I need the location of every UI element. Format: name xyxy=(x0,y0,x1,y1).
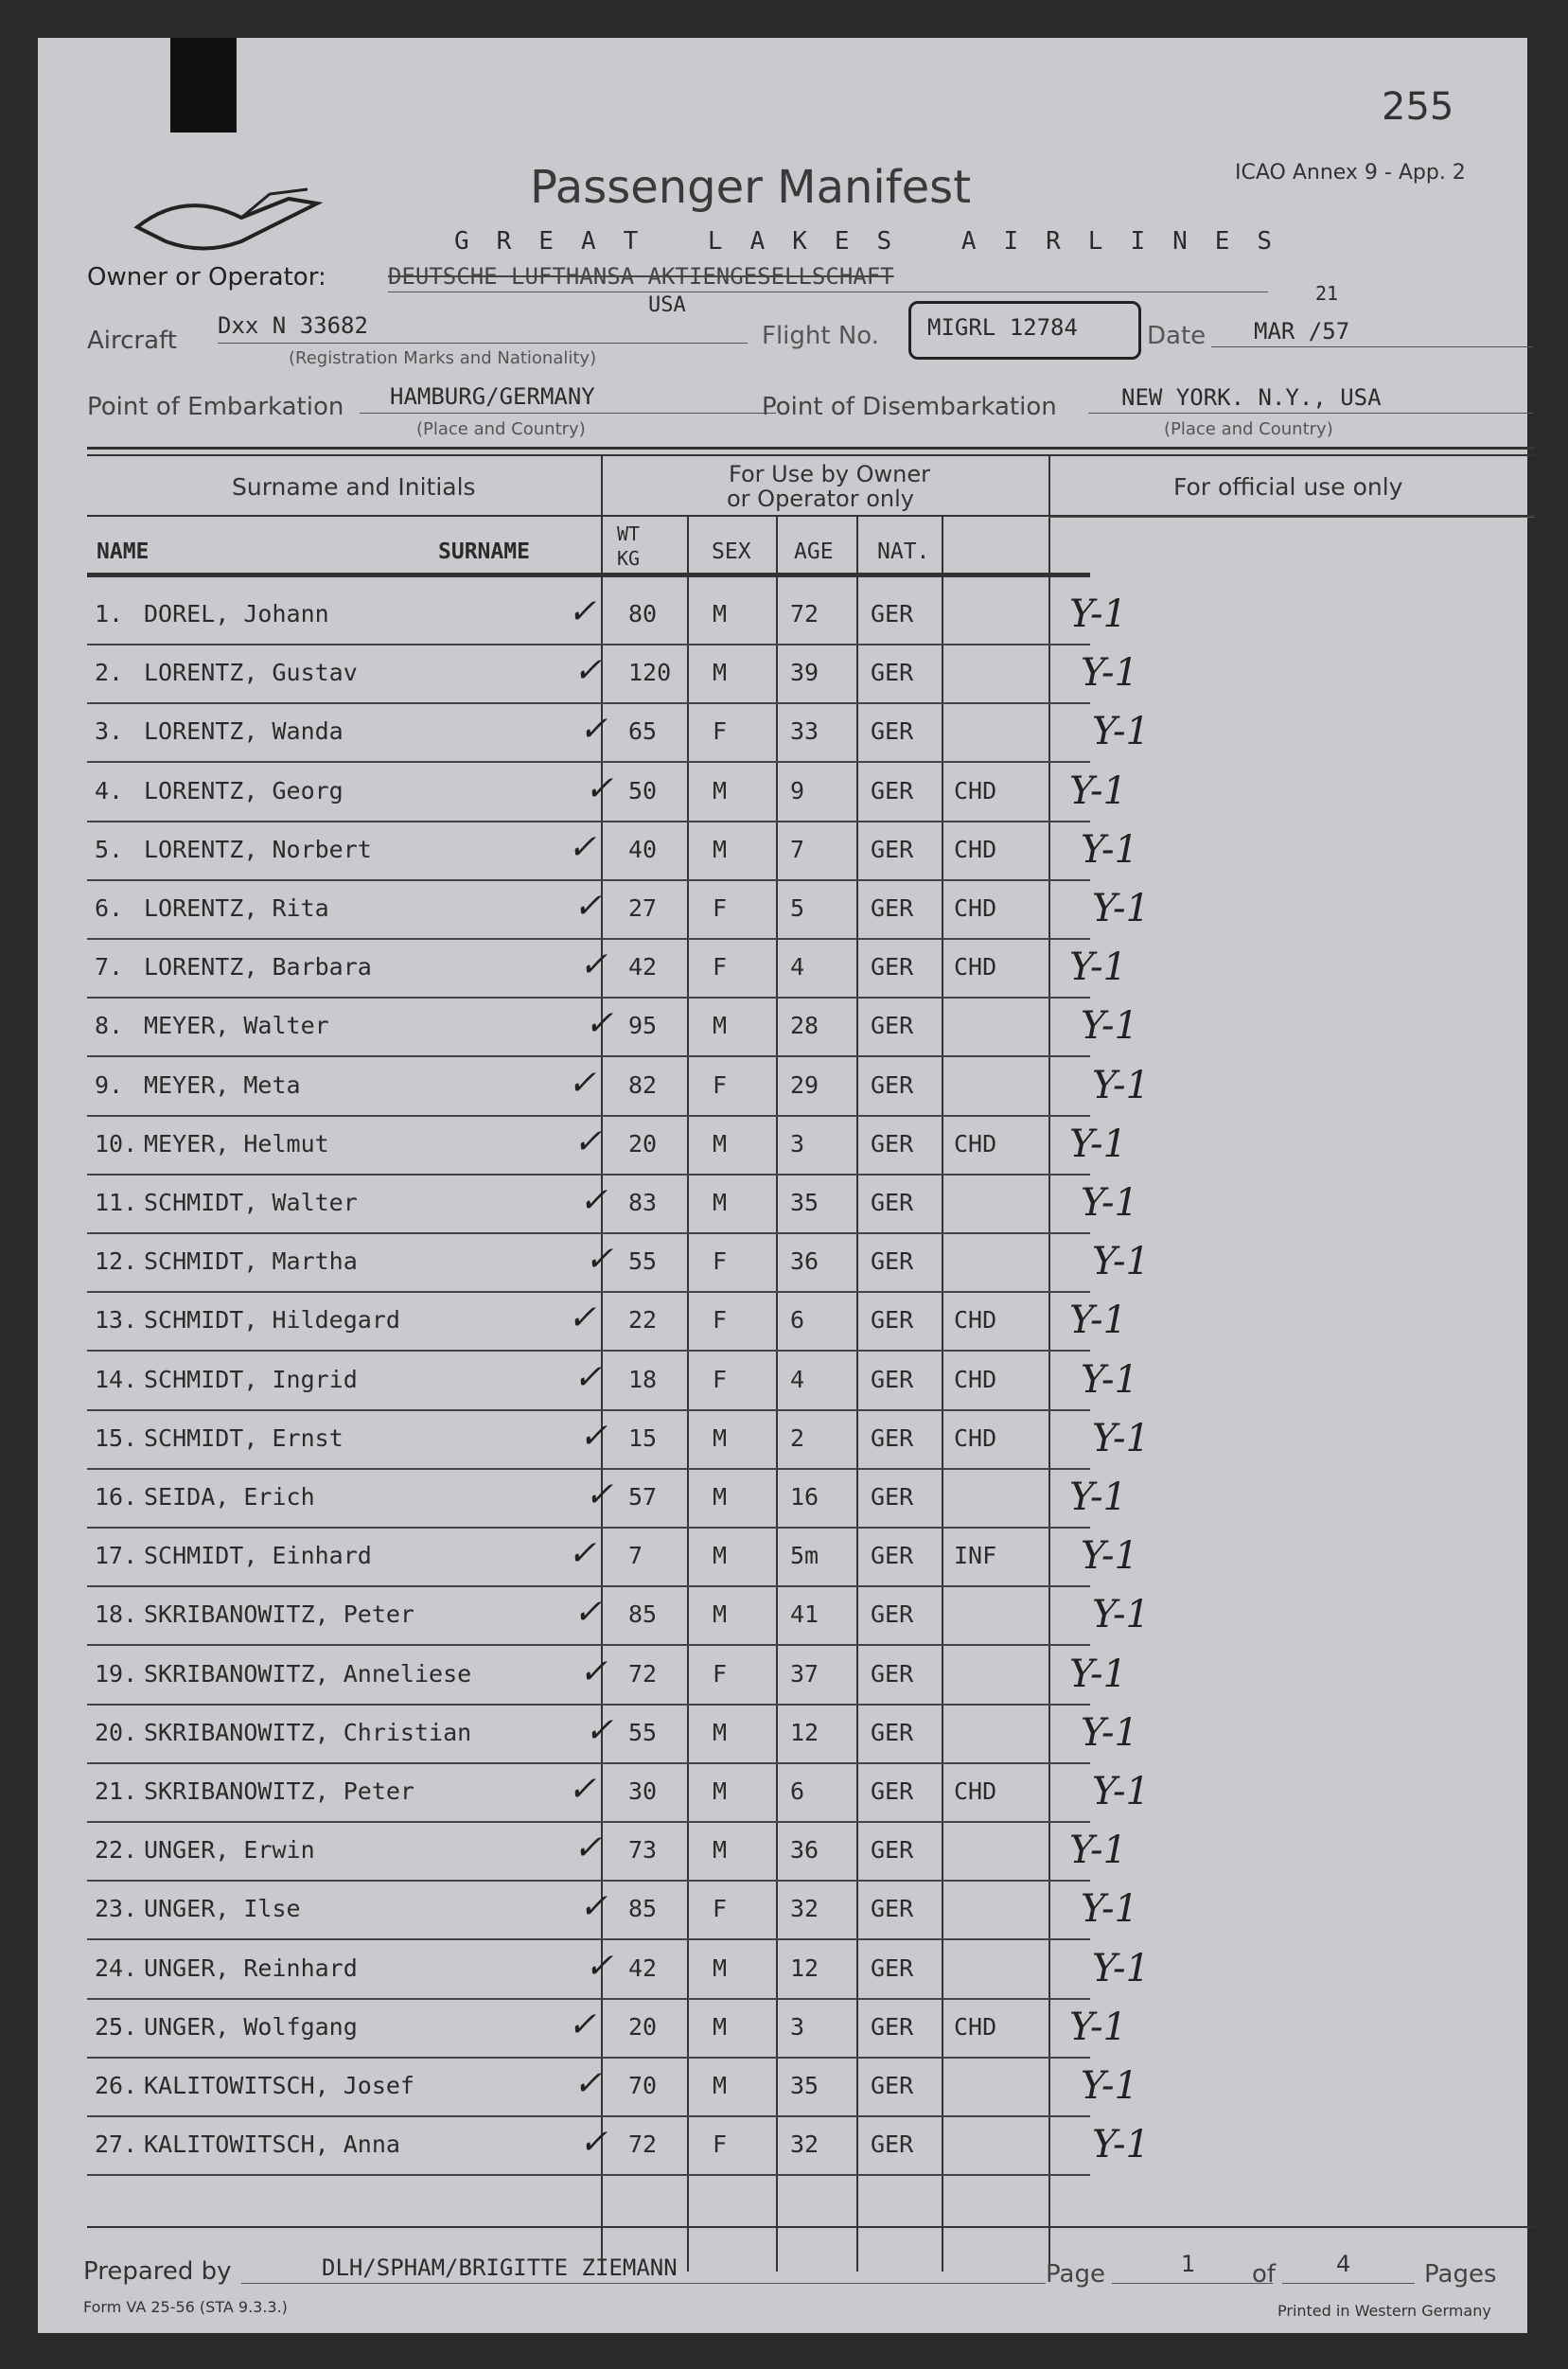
check-mark-icon: ✓ xyxy=(573,1829,603,1867)
check-mark-icon: ✓ xyxy=(568,2006,597,2044)
row-number: 19. xyxy=(95,1660,138,1688)
check-mark-icon: ✓ xyxy=(579,1417,608,1456)
official-mark: Y-1 xyxy=(1092,1417,1150,1460)
passenger-age: 5m xyxy=(790,1542,819,1569)
passenger-sex: M xyxy=(713,2072,728,2099)
passenger-age: 3 xyxy=(790,2013,805,2041)
official-mark: Y-1 xyxy=(1092,1947,1150,1990)
embarkation-label: Point of Embarkation xyxy=(87,393,344,421)
passenger-nationality: GER xyxy=(871,1777,914,1805)
check-mark-icon: ✓ xyxy=(585,1711,614,1750)
passenger-sex: F xyxy=(713,894,728,922)
passenger-sex: M xyxy=(713,1012,728,1039)
passenger-name: LORENTZ, Georg xyxy=(144,777,344,804)
passenger-nationality: GER xyxy=(871,2072,914,2099)
official-mark: Y-1 xyxy=(1081,828,1138,872)
check-mark-icon: ✓ xyxy=(568,1064,597,1103)
row-number: 11. xyxy=(95,1189,138,1216)
check-mark-icon: ✓ xyxy=(585,1240,614,1279)
passenger-weight: 95 xyxy=(628,1012,658,1039)
passenger-age: 6 xyxy=(790,1777,805,1805)
passenger-age: 41 xyxy=(790,1600,819,1628)
passenger-category: CHD xyxy=(954,894,997,922)
row-number: 21. xyxy=(95,1777,138,1805)
passenger-nationality: GER xyxy=(871,600,914,628)
column-group-surname: Surname and Initials xyxy=(232,473,476,501)
official-mark: Y-1 xyxy=(1069,1653,1127,1696)
passenger-name: KALITOWITSCH, Anna xyxy=(144,2130,400,2158)
disembark-caption: (Place and Country) xyxy=(1164,419,1333,439)
passenger-nationality: GER xyxy=(871,894,914,922)
passenger-sex: M xyxy=(713,1483,728,1511)
passenger-sex: M xyxy=(713,1189,728,1216)
passenger-weight: 85 xyxy=(628,1895,658,1922)
check-mark-icon: ✓ xyxy=(573,651,603,690)
passenger-weight: 120 xyxy=(628,659,672,686)
row-rule xyxy=(87,2057,1090,2059)
passenger-name: UNGER, Erwin xyxy=(144,1836,315,1864)
passenger-name: LORENTZ, Barbara xyxy=(144,953,372,981)
official-mark: Y-1 xyxy=(1081,1534,1138,1578)
passenger-age: 37 xyxy=(790,1660,819,1688)
row-number: 1. xyxy=(95,600,124,628)
check-mark-icon: ✓ xyxy=(585,1476,614,1514)
official-mark: Y-1 xyxy=(1069,1123,1127,1166)
passenger-weight: 85 xyxy=(628,1600,658,1628)
row-rule xyxy=(87,1468,1090,1470)
passenger-category: CHD xyxy=(954,1424,997,1452)
row-number: 4. xyxy=(95,777,124,804)
row-number: 24. xyxy=(95,1954,138,1982)
passenger-name: SCHMIDT, Walter xyxy=(144,1189,358,1216)
date-value: MAR /57 xyxy=(1254,318,1350,345)
passenger-name: UNGER, Ilse xyxy=(144,1895,301,1922)
passenger-category: CHD xyxy=(954,836,997,863)
passenger-nationality: GER xyxy=(871,1542,914,1569)
passenger-age: 29 xyxy=(790,1071,819,1099)
passenger-name: SCHMIDT, Ernst xyxy=(144,1424,344,1452)
check-mark-icon: ✓ xyxy=(573,1358,603,1397)
passenger-nationality: GER xyxy=(871,1424,914,1452)
page-total: 4 xyxy=(1336,2251,1351,2277)
aircraft-registration: Dxx N 33682 xyxy=(218,312,368,339)
check-mark-icon: ✓ xyxy=(579,1653,608,1691)
disembarkation-label: Point of Disembarkation xyxy=(762,393,1057,421)
passenger-weight: 65 xyxy=(628,717,658,745)
passenger-weight: 82 xyxy=(628,1071,658,1099)
passenger-name: SKRIBANOWITZ, Christian xyxy=(144,1719,472,1746)
passenger-age: 16 xyxy=(790,1483,819,1511)
passenger-nationality: GER xyxy=(871,1247,914,1275)
row-number: 2. xyxy=(95,659,124,686)
check-mark-icon: ✓ xyxy=(579,1181,608,1220)
passenger-category: CHD xyxy=(954,1130,997,1158)
row-rule xyxy=(87,1527,1090,1529)
row-rule xyxy=(87,1704,1090,1706)
col-surname: SURNAME xyxy=(438,539,530,564)
row-number: 25. xyxy=(95,2013,138,2041)
passenger-sex: M xyxy=(713,1777,728,1805)
passenger-name: UNGER, Wolfgang xyxy=(144,2013,358,2041)
passenger-weight: 42 xyxy=(628,1954,658,1982)
redaction-mark xyxy=(170,38,237,133)
official-mark: Y-1 xyxy=(1081,1004,1138,1048)
passenger-nationality: GER xyxy=(871,1660,914,1688)
passenger-sex: M xyxy=(713,1424,728,1452)
row-rule xyxy=(87,644,1090,645)
passenger-age: 32 xyxy=(790,1895,819,1922)
row-rule xyxy=(87,1938,1090,1940)
passenger-age: 6 xyxy=(790,1306,805,1334)
passenger-sex: M xyxy=(713,1600,728,1628)
official-mark: Y-1 xyxy=(1092,710,1150,753)
check-mark-icon: ✓ xyxy=(568,828,597,867)
passenger-age: 12 xyxy=(790,1954,819,1982)
row-rule xyxy=(87,1115,1090,1117)
row-number: 16. xyxy=(95,1483,138,1511)
official-mark: Y-1 xyxy=(1069,592,1127,636)
passenger-name: MEYER, Meta xyxy=(144,1071,301,1099)
row-rule xyxy=(87,1409,1090,1411)
passenger-weight: 20 xyxy=(628,2013,658,2041)
passenger-name: SCHMIDT, Ingrid xyxy=(144,1366,358,1393)
passenger-nationality: GER xyxy=(871,1895,914,1922)
passenger-age: 4 xyxy=(790,1366,805,1393)
embark-caption: (Place and Country) xyxy=(416,419,586,439)
passenger-name: LORENTZ, Wanda xyxy=(144,717,344,745)
row-rule xyxy=(87,1998,1090,2000)
row-number: 14. xyxy=(95,1366,138,1393)
passenger-name: KALITOWITSCH, Josef xyxy=(144,2072,414,2099)
passenger-weight: 83 xyxy=(628,1189,658,1216)
row-rule xyxy=(87,2174,1090,2176)
passenger-nationality: GER xyxy=(871,717,914,745)
aircraft-label: Aircraft xyxy=(87,327,177,355)
passenger-sex: F xyxy=(713,1660,728,1688)
row-rule xyxy=(87,821,1090,822)
disembarkation-value: NEW YORK. N.Y., USA xyxy=(1121,384,1382,411)
form-number: Form VA 25-56 (STA 9.3.3.) xyxy=(83,2298,288,2316)
passenger-nationality: GER xyxy=(871,1483,914,1511)
passenger-weight: 72 xyxy=(628,2130,658,2158)
col-sex: SEX xyxy=(712,539,751,564)
check-mark-icon: ✓ xyxy=(568,1299,597,1337)
row-number: 18. xyxy=(95,1600,138,1628)
airline-logo xyxy=(128,170,336,265)
pages-label: Pages xyxy=(1424,2260,1497,2289)
flight-number: MIGRL 12784 xyxy=(927,314,1078,341)
official-mark: Y-1 xyxy=(1069,946,1127,989)
passenger-category: CHD xyxy=(954,1777,997,1805)
passenger-age: 33 xyxy=(790,717,819,745)
row-rule xyxy=(87,997,1090,999)
passenger-name: SKRIBANOWITZ, Peter xyxy=(144,1777,414,1805)
date-label: Date xyxy=(1147,322,1207,350)
passenger-age: 32 xyxy=(790,2130,819,2158)
row-rule xyxy=(87,1291,1090,1293)
passenger-nationality: GER xyxy=(871,953,914,981)
passenger-sex: F xyxy=(713,717,728,745)
passenger-name: LORENTZ, Rita xyxy=(144,894,329,922)
passenger-category: CHD xyxy=(954,1306,997,1334)
passenger-sex: M xyxy=(713,1130,728,1158)
official-mark: Y-1 xyxy=(1092,1064,1150,1107)
row-rule xyxy=(87,1821,1090,1823)
passenger-age: 35 xyxy=(790,2072,819,2099)
row-number: 10. xyxy=(95,1130,138,1158)
row-number: 15. xyxy=(95,1424,138,1452)
passenger-category: INF xyxy=(954,1542,997,1569)
passenger-weight: 22 xyxy=(628,1306,658,1334)
passenger-weight: 30 xyxy=(628,1777,658,1805)
passenger-sex: F xyxy=(713,1071,728,1099)
passenger-name: SEIDA, Erich xyxy=(144,1483,315,1511)
check-mark-icon: ✓ xyxy=(579,2123,608,2162)
passenger-sex: M xyxy=(713,659,728,686)
page-label: Page xyxy=(1046,2260,1105,2289)
check-mark-icon: ✓ xyxy=(579,710,608,749)
passenger-age: 36 xyxy=(790,1247,819,1275)
passenger-sex: M xyxy=(713,1836,728,1864)
official-mark: Y-1 xyxy=(1092,1240,1150,1283)
column-group-owner: For Use by Owner xyxy=(729,461,931,487)
row-number: 12. xyxy=(95,1247,138,1275)
passenger-nationality: GER xyxy=(871,2130,914,2158)
row-rule xyxy=(87,1762,1090,1764)
passenger-name: SKRIBANOWITZ, Anneliese xyxy=(144,1660,472,1688)
row-number: 3. xyxy=(95,717,124,745)
passenger-age: 2 xyxy=(790,1424,805,1452)
passenger-weight: 42 xyxy=(628,953,658,981)
row-number: 22. xyxy=(95,1836,138,1864)
row-number: 5. xyxy=(95,836,124,863)
passenger-weight: 15 xyxy=(628,1424,658,1452)
airline-name: GREAT LAKES AIRLINES xyxy=(454,227,1300,256)
passenger-weight: 7 xyxy=(628,1542,643,1569)
check-mark-icon: ✓ xyxy=(573,2064,603,2103)
passenger-weight: 80 xyxy=(628,600,658,628)
row-number: 7. xyxy=(95,953,124,981)
col-kg: KG xyxy=(617,547,641,570)
row-number: 27. xyxy=(95,2130,138,2158)
row-rule xyxy=(87,1350,1090,1352)
passenger-nationality: GER xyxy=(871,1836,914,1864)
registration-caption: (Registration Marks and Nationality) xyxy=(289,348,597,368)
official-mark: Y-1 xyxy=(1081,1358,1138,1402)
passenger-weight: 73 xyxy=(628,1836,658,1864)
official-mark: Y-1 xyxy=(1081,2064,1138,2108)
row-rule xyxy=(87,1232,1090,1234)
prepared-by-label: Prepared by xyxy=(83,2257,232,2286)
passenger-category: CHD xyxy=(954,2013,997,2041)
passenger-sex: F xyxy=(713,2130,728,2158)
row-rule xyxy=(87,879,1090,881)
passenger-weight: 18 xyxy=(628,1366,658,1393)
row-number: 8. xyxy=(95,1012,124,1039)
passenger-nationality: GER xyxy=(871,836,914,863)
row-number: 17. xyxy=(95,1542,138,1569)
col-wt: WT xyxy=(617,522,641,545)
passenger-nationality: GER xyxy=(871,777,914,804)
passenger-nationality: GER xyxy=(871,2013,914,2041)
passenger-name: DOREL, Johann xyxy=(144,600,329,628)
passenger-category: CHD xyxy=(954,953,997,981)
row-rule xyxy=(87,1174,1090,1176)
passenger-age: 12 xyxy=(790,1719,819,1746)
of-label: of xyxy=(1252,2260,1277,2289)
passenger-nationality: GER xyxy=(871,1600,914,1628)
passenger-name: SCHMIDT, Einhard xyxy=(144,1542,372,1569)
passenger-age: 28 xyxy=(790,1012,819,1039)
passenger-sex: M xyxy=(713,1542,728,1569)
check-mark-icon: ✓ xyxy=(585,1004,614,1043)
passenger-weight: 57 xyxy=(628,1483,658,1511)
passenger-sex: M xyxy=(713,836,728,863)
passenger-sex: F xyxy=(713,953,728,981)
column-group-owner-line2: or Operator only xyxy=(727,486,914,512)
passenger-age: 39 xyxy=(790,659,819,686)
passenger-sex: M xyxy=(713,600,728,628)
official-mark: Y-1 xyxy=(1069,2006,1127,2049)
owner-value: DEUTSCHE LUFTHANSA AKTIENGESELLSCHAFT xyxy=(388,263,894,290)
passenger-weight: 50 xyxy=(628,777,658,804)
official-mark: Y-1 xyxy=(1069,1299,1127,1342)
passenger-nationality: GER xyxy=(871,1306,914,1334)
passenger-age: 4 xyxy=(790,953,805,981)
check-mark-icon: ✓ xyxy=(579,946,608,984)
col-name: NAME xyxy=(97,539,150,564)
passenger-name: LORENTZ, Norbert xyxy=(144,836,372,863)
official-mark: Y-1 xyxy=(1081,1181,1138,1225)
passenger-name: MEYER, Walter xyxy=(144,1012,329,1039)
check-mark-icon: ✓ xyxy=(568,592,597,631)
row-number: 13. xyxy=(95,1306,138,1334)
row-number: 26. xyxy=(95,2072,138,2099)
passenger-name: SCHMIDT, Martha xyxy=(144,1247,358,1275)
icao-reference: ICAO Annex 9 - App. 2 xyxy=(1235,161,1466,185)
row-number: 23. xyxy=(95,1895,138,1922)
passenger-sex: F xyxy=(713,1895,728,1922)
passenger-name: MEYER, Helmut xyxy=(144,1130,329,1158)
passenger-weight: 40 xyxy=(628,836,658,863)
passenger-age: 72 xyxy=(790,600,819,628)
row-rule xyxy=(87,1644,1090,1646)
document-title: Passenger Manifest xyxy=(530,161,972,214)
manifest-page xyxy=(38,38,1527,2333)
row-rule xyxy=(87,1055,1090,1057)
page-number: 255 xyxy=(1382,85,1454,129)
passenger-nationality: GER xyxy=(871,1719,914,1746)
passenger-category: CHD xyxy=(954,1366,997,1393)
embarkation-value: HAMBURG/GERMANY xyxy=(390,383,595,410)
check-mark-icon: ✓ xyxy=(573,1593,603,1632)
official-mark: Y-1 xyxy=(1092,887,1150,930)
passenger-nationality: GER xyxy=(871,1189,914,1216)
col-nat: NAT. xyxy=(877,539,930,564)
passenger-sex: M xyxy=(713,1719,728,1746)
passenger-weight: 27 xyxy=(628,894,658,922)
date-day-correction: 21 xyxy=(1315,282,1339,305)
passenger-weight: 70 xyxy=(628,2072,658,2099)
passenger-weight: 55 xyxy=(628,1247,658,1275)
official-mark: Y-1 xyxy=(1069,769,1127,813)
passenger-sex: F xyxy=(713,1366,728,1393)
col-age: AGE xyxy=(794,539,834,564)
passenger-name: SCHMIDT, Hildegard xyxy=(144,1306,400,1334)
official-mark: Y-1 xyxy=(1069,1829,1127,1872)
check-mark-icon: ✓ xyxy=(568,1770,597,1809)
check-mark-icon: ✓ xyxy=(573,1123,603,1161)
check-mark-icon: ✓ xyxy=(579,1887,608,1926)
passenger-weight: 55 xyxy=(628,1719,658,1746)
passenger-nationality: GER xyxy=(871,1954,914,1982)
passenger-age: 36 xyxy=(790,1836,819,1864)
passenger-nationality: GER xyxy=(871,1012,914,1039)
passenger-category: CHD xyxy=(954,777,997,804)
passenger-age: 35 xyxy=(790,1189,819,1216)
row-rule xyxy=(87,702,1090,704)
passenger-age: 9 xyxy=(790,777,805,804)
official-mark: Y-1 xyxy=(1069,1476,1127,1519)
passenger-sex: M xyxy=(713,777,728,804)
prepared-by-value: DLH/SPHAM/BRIGITTE ZIEMANN xyxy=(322,2254,678,2281)
passenger-sex: M xyxy=(713,2013,728,2041)
row-rule xyxy=(87,761,1090,763)
row-rule xyxy=(87,938,1090,940)
passenger-sex: M xyxy=(713,1954,728,1982)
column-group-official: For official use only xyxy=(1173,473,1403,501)
passenger-name: LORENTZ, Gustav xyxy=(144,659,358,686)
check-mark-icon: ✓ xyxy=(568,1534,597,1573)
row-rule xyxy=(87,1585,1090,1587)
official-mark: Y-1 xyxy=(1081,651,1138,695)
row-number: 20. xyxy=(95,1719,138,1746)
check-mark-icon: ✓ xyxy=(585,769,614,808)
check-mark-icon: ✓ xyxy=(585,1947,614,1986)
passenger-name: UNGER, Reinhard xyxy=(144,1954,358,1982)
official-mark: Y-1 xyxy=(1092,1770,1150,1813)
flight-label: Flight No. xyxy=(762,322,880,350)
passenger-weight: 20 xyxy=(628,1130,658,1158)
passenger-age: 7 xyxy=(790,836,805,863)
passenger-sex: F xyxy=(713,1306,728,1334)
row-number: 6. xyxy=(95,894,124,922)
passenger-age: 3 xyxy=(790,1130,805,1158)
row-rule xyxy=(87,2115,1090,2117)
aircraft-nationality: USA xyxy=(648,293,686,317)
official-mark: Y-1 xyxy=(1081,1887,1138,1931)
passenger-weight: 72 xyxy=(628,1660,658,1688)
printed-in: Printed in Western Germany xyxy=(1277,2302,1491,2320)
check-mark-icon: ✓ xyxy=(573,887,603,926)
page-current: 1 xyxy=(1181,2251,1196,2277)
passenger-nationality: GER xyxy=(871,1071,914,1099)
passenger-sex: F xyxy=(713,1247,728,1275)
official-mark: Y-1 xyxy=(1092,2123,1150,2166)
passenger-name: SKRIBANOWITZ, Peter xyxy=(144,1600,414,1628)
passenger-nationality: GER xyxy=(871,659,914,686)
row-number: 9. xyxy=(95,1071,124,1099)
passenger-age: 5 xyxy=(790,894,805,922)
row-rule xyxy=(87,1880,1090,1882)
official-mark: Y-1 xyxy=(1092,1593,1150,1636)
passenger-nationality: GER xyxy=(871,1130,914,1158)
owner-label: Owner or Operator: xyxy=(87,263,326,292)
passenger-nationality: GER xyxy=(871,1366,914,1393)
official-mark: Y-1 xyxy=(1081,1711,1138,1755)
